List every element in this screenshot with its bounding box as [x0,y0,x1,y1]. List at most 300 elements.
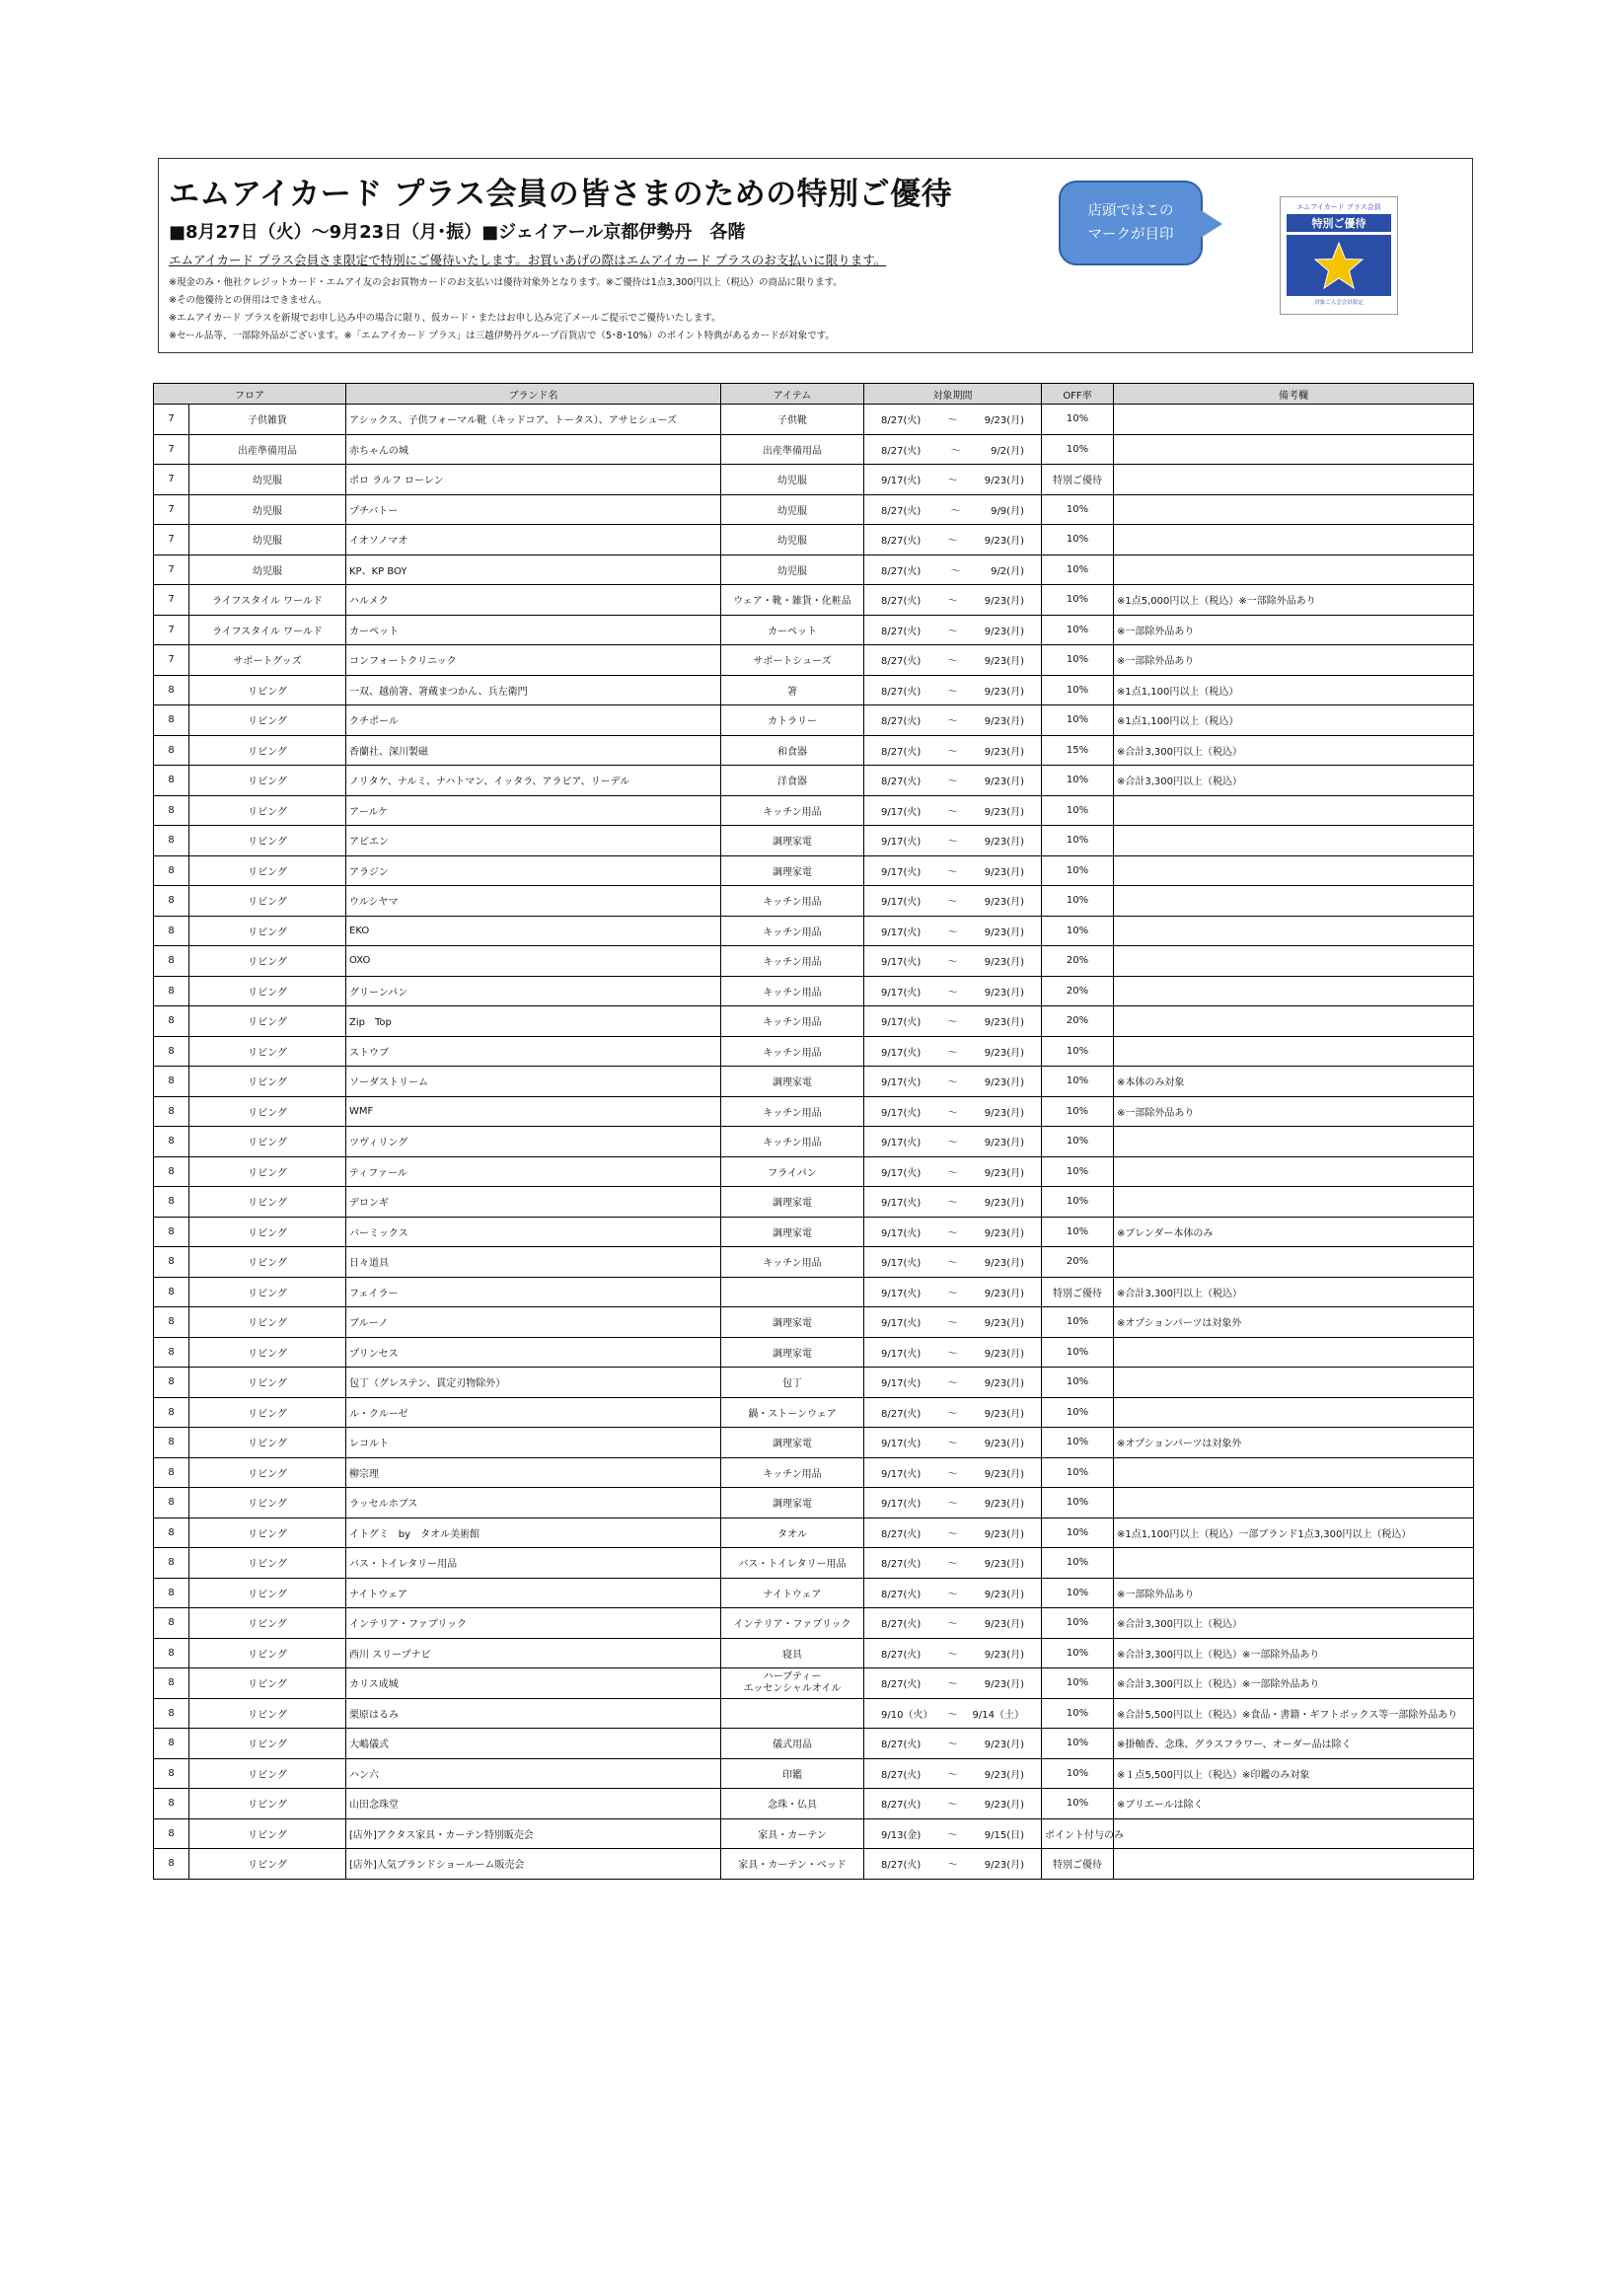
floor-category: リビング [189,976,346,1006]
item-category: 印鑑 [721,1758,864,1789]
floor-number: 8 [154,976,189,1006]
brand-name: アシックス、子供フォーマル靴（キッドコア、トータス）、アサヒシューズ [346,405,721,435]
period-cell [864,1518,1042,1548]
table-row [154,1397,1474,1428]
period-start: 9/17(火) [881,897,922,909]
floor-category: リビング [189,735,346,766]
note-text [1114,886,1474,917]
note-text [1114,1548,1474,1579]
floor-category: 出産準備用品 [189,434,346,465]
period-cell [864,1156,1042,1187]
note-text [1114,555,1474,585]
period-cell [864,405,1042,435]
floor-category: リビング [189,1578,346,1608]
table-row [154,1036,1474,1067]
off-rate: 10% [1042,1368,1114,1398]
floor-category: リビング [189,1096,346,1127]
period-end: 9/23(月) [984,1198,1024,1210]
note-text: ※一部除外品あり [1114,1096,1474,1127]
floor-category: リビング [189,1608,346,1639]
brand-name: インテリア・ファブリック [346,1608,721,1639]
floor-number: 7 [154,494,189,525]
floor-number: 8 [154,1818,189,1849]
table-row [154,465,1474,495]
brand-name: OXO [346,946,721,977]
period-cell [864,465,1042,495]
off-rate: 20% [1042,1006,1114,1037]
period-end: 9/23(月) [984,1167,1024,1179]
floor-number: 7 [154,434,189,465]
floor-category: リビング [189,1127,346,1157]
brand-name: コンフォートクリニック [346,645,721,676]
period-cell [864,1488,1042,1518]
period-start: 8/27(火) [881,1769,922,1781]
floor-number: 8 [154,1638,189,1668]
off-rate: 10% [1042,1578,1114,1608]
brand-name: [店外]アクタス家具・カーテン特別販売会 [346,1818,721,1849]
note-text [1114,1247,1474,1278]
floor-number: 7 [154,525,189,555]
item-category: 出産準備用品 [721,434,864,465]
period-end: 9/23(月) [984,987,1024,999]
note-text: ※一部除外品あり [1114,615,1474,645]
floor-category: リビング [189,1818,346,1849]
off-rate: 10% [1042,1758,1114,1789]
note-text [1114,1006,1474,1037]
period-tilde: ～ [947,1619,958,1631]
brand-name: ハン六 [346,1758,721,1789]
period-tilde: ～ [947,987,958,999]
floor-category: リビング [189,1307,346,1338]
period-start: 9/17(火) [881,1138,922,1149]
period-end: 9/23(月) [984,1047,1024,1059]
period-end: 9/14（土） [972,1709,1024,1721]
table-row [154,1217,1474,1247]
period-tilde: ～ [947,1017,958,1029]
note-text [1114,1368,1474,1398]
floor-number: 8 [154,795,189,826]
floor-number: 8 [154,1067,189,1097]
period-cell [864,1668,1042,1699]
period-end: 9/23(月) [984,1077,1024,1089]
special-offer-mark [1280,196,1398,315]
header-item: アイテム [721,384,864,405]
brand-name: 栗原はるみ [346,1698,721,1729]
period-start: 9/17(火) [881,1198,922,1210]
floor-category: リビング [189,1789,346,1819]
floor-category: リビング [189,1337,346,1368]
off-rate: 10% [1042,1067,1114,1097]
period-start: 9/17(火) [881,926,922,938]
period-cell [864,1548,1042,1579]
floor-category: ライフスタイル ワールド [189,615,346,645]
table-row [154,1758,1474,1789]
table-row [154,886,1474,917]
period-tilde: ～ [947,1559,958,1571]
period-end: 9/23(月) [984,1679,1024,1691]
floor-number: 8 [154,1578,189,1608]
period-end: 9/23(月) [984,1348,1024,1360]
brand-name: 日々道具 [346,1247,721,1278]
brand-name: ナイトウェア [346,1578,721,1608]
off-rate: 10% [1042,1096,1114,1127]
period-cell [864,735,1042,766]
period-end: 9/23(月) [984,926,1024,938]
off-rate: 10% [1042,555,1114,585]
note-text [1114,465,1474,495]
period-cell [864,1397,1042,1428]
period-end: 9/23(月) [984,1439,1024,1450]
period-tilde: ～ [947,1288,958,1299]
off-rate: 10% [1042,1518,1114,1548]
off-rate: 10% [1042,615,1114,645]
floor-category: 幼児服 [189,465,346,495]
floor-number: 8 [154,1156,189,1187]
off-rate: 特別ご優待 [1042,1849,1114,1880]
floor-category: リビング [189,1698,346,1729]
period-tilde: ～ [950,565,961,577]
period-cell [864,916,1042,946]
brand-name: 包丁（グレステン、貫定刃物除外） [346,1368,721,1398]
floor-category: リビング [189,1849,346,1880]
floor-category: リビング [189,855,346,886]
period-tilde: ～ [947,957,958,969]
period-start: 8/27(火) [881,626,922,637]
period-end: 9/23(月) [984,716,1024,728]
item-category: 幼児服 [721,494,864,525]
period-tilde: ～ [950,505,961,517]
floor-category: リビング [189,1729,346,1759]
floor-number: 7 [154,585,189,616]
page-title: エムアイカード プラス会員の皆さまのための特別ご優待 [169,177,953,212]
floor-category: リビング [189,1397,346,1428]
table-row [154,525,1474,555]
table-row [154,1668,1474,1699]
off-rate: 20% [1042,946,1114,977]
period-start: 9/17(火) [881,1017,922,1029]
note-text [1114,1488,1474,1518]
period-start: 8/27(火) [881,596,922,608]
item-category: 調理家電 [721,1428,864,1458]
period-end: 9/15(日) [984,1829,1024,1841]
period-end: 9/23(月) [984,1589,1024,1600]
badge-top-text: エムアイカード プラス会員 [1296,203,1381,211]
brand-name: バス・トイレタリー用品 [346,1548,721,1579]
period-cell [864,886,1042,917]
period-tilde: ～ [947,476,958,487]
period-cell [864,434,1042,465]
floor-number: 7 [154,465,189,495]
period-end: 9/23(月) [984,1528,1024,1540]
period-end: 9/23(月) [984,1800,1024,1812]
period-tilde: ～ [947,1408,958,1420]
brand-name: プリンセス [346,1337,721,1368]
period-tilde: ～ [947,1318,958,1330]
item-category: キッチン用品 [721,1247,864,1278]
floor-category: ライフスタイル ワールド [189,585,346,616]
item-category: キッチン用品 [721,976,864,1006]
brand-name: ストウブ [346,1036,721,1067]
period-end: 9/23(月) [984,1740,1024,1751]
off-rate: 10% [1042,1608,1114,1639]
off-rate: 10% [1042,585,1114,616]
brand-name: 一双、越前箸、箸蔵まつかん、兵左衛門 [346,675,721,705]
header-box [158,158,1473,353]
item-category: 寝具 [721,1638,864,1668]
period-tilde: ～ [947,1227,958,1239]
floor-category: リビング [189,705,346,736]
period-end: 9/23(月) [984,1378,1024,1390]
period-tilde: ～ [947,897,958,909]
floor-category: リビング [189,1457,346,1488]
off-rate: 10% [1042,405,1114,435]
period-start: 9/17(火) [881,1227,922,1239]
brand-name: EKO [346,916,721,946]
period-start: 8/27(火) [881,656,922,668]
floor-category: リビング [189,1277,346,1307]
period-cell [864,1127,1042,1157]
floor-number: 8 [154,1457,189,1488]
floor-category: リビング [189,1368,346,1398]
item-category [721,1277,864,1307]
note-item: ※その他優待との併用はできません。 [169,295,328,306]
off-rate: 10% [1042,1789,1114,1819]
brand-name: バーミックス [346,1217,721,1247]
floor-number: 8 [154,1096,189,1127]
item-category: バス・トイレタリー用品 [721,1548,864,1579]
period-end: 9/23(月) [984,536,1024,548]
table-row [154,1608,1474,1639]
floor-number: 8 [154,916,189,946]
item-category: カトラリー [721,705,864,736]
floor-category: リビング [189,1006,346,1037]
floor-number: 8 [154,1789,189,1819]
period-start: 8/27(火) [881,1740,922,1751]
table-row [154,1067,1474,1097]
period-tilde: ～ [947,1167,958,1179]
period-cell [864,1307,1042,1338]
period-start: 8/27(火) [881,415,922,427]
floor-number: 8 [154,1849,189,1880]
period-start: 9/17(火) [881,1167,922,1179]
off-rate: 10% [1042,1457,1114,1488]
item-category [721,1698,864,1729]
table-row [154,1818,1474,1849]
note-item: ※現金のみ・他社クレジットカード・エムアイ友の会お買物カードのお支払いは優待対象外となります。※ご優待は1点3,300円以上（税込）の商品に限ります。 [169,277,843,288]
floor-number: 8 [154,1307,189,1338]
period-end: 9/23(月) [984,476,1024,487]
period-cell [864,1036,1042,1067]
period-tilde: ～ [947,1528,958,1540]
table-row [154,1337,1474,1368]
period-start: 8/27(火) [881,1559,922,1571]
period-start: 9/17(火) [881,866,922,878]
note-text [1114,1457,1474,1488]
period-start: 8/27(火) [881,746,922,758]
item-category: キッチン用品 [721,1096,864,1127]
period-tilde: ～ [947,1679,958,1691]
note-text [1114,1187,1474,1218]
off-rate: 10% [1042,494,1114,525]
item-category: タオル [721,1518,864,1548]
item-category: キッチン用品 [721,916,864,946]
floor-number: 7 [154,645,189,676]
notes-list [169,274,843,345]
period-end: 9/23(月) [984,1318,1024,1330]
item-category: 幼児服 [721,525,864,555]
period-cell [864,1247,1042,1278]
period-end: 9/23(月) [984,656,1024,668]
brand-name: カリス成城 [346,1668,721,1699]
period-start: 9/17(火) [881,806,922,818]
note-text [1114,1036,1474,1067]
badge-bottom-text: 対象ご入会会員限定 [1314,300,1364,306]
off-rate: 10% [1042,1307,1114,1338]
floor-number: 8 [154,946,189,977]
off-rate: 10% [1042,1488,1114,1518]
brand-name: グリーンパン [346,976,721,1006]
period-tilde: ～ [950,445,961,457]
off-rate: 10% [1042,525,1114,555]
item-category: 調理家電 [721,1217,864,1247]
period-tilde: ～ [947,1077,958,1089]
floor-category: 子供雑貨 [189,405,346,435]
table-row [154,1698,1474,1729]
period-start: 9/13(金) [881,1829,922,1841]
item-category: キッチン用品 [721,1457,864,1488]
off-rate: 10% [1042,1428,1114,1458]
period-start: 8/27(火) [881,1589,922,1600]
table-row [154,1849,1474,1880]
brand-name: KP、KP BOY [346,555,721,585]
table-row [154,1548,1474,1579]
period-tilde: ～ [947,1499,958,1511]
item-category: 調理家電 [721,1187,864,1218]
floor-category: リビング [189,1488,346,1518]
floor-category: 幼児服 [189,494,346,525]
table-row [154,675,1474,705]
off-rate: 10% [1042,1698,1114,1729]
item-category: 調理家電 [721,1067,864,1097]
period-cell [864,1277,1042,1307]
table-row [154,645,1474,676]
table-row [154,1006,1474,1037]
period-cell [864,494,1042,525]
floor-category: リビング [189,1156,346,1187]
floor-category: リビング [189,1548,346,1579]
off-rate: 10% [1042,1156,1114,1187]
period-start: 9/17(火) [881,837,922,849]
period-tilde: ～ [947,837,958,849]
star-icon [1313,241,1365,290]
brand-name: カーペット [346,615,721,645]
period-tilde: ～ [947,1829,958,1841]
period-cell [864,1368,1042,1398]
period-tilde: ～ [947,866,958,878]
note-text: ※合計3,300円以上（税込） [1114,1277,1474,1307]
brand-name: ウルシヤマ [346,886,721,917]
table-row [154,1368,1474,1398]
item-category: 子供靴 [721,405,864,435]
floor-number: 8 [154,1488,189,1518]
period-tilde: ～ [947,1138,958,1149]
table-row [154,1187,1474,1218]
period-tilde: ～ [947,1468,958,1480]
brand-name: 柳宗理 [346,1457,721,1488]
table-row [154,1277,1474,1307]
floor-number: 8 [154,1518,189,1548]
period-cell [864,1849,1042,1880]
floor-number: 8 [154,1036,189,1067]
note-text [1114,976,1474,1006]
note-text: ※1点5,000円以上（税込）※一部除外品あり [1114,585,1474,616]
item-category: ウェア・靴・雑貨・化粧品 [721,585,864,616]
floor-number: 8 [154,705,189,736]
note-text: ※１点5,500円以上（税込）※印鑑のみ対象 [1114,1758,1474,1789]
floor-number: 7 [154,555,189,585]
table-row [154,1247,1474,1278]
period-end: 9/23(月) [984,1258,1024,1270]
offer-table [153,383,1474,1880]
period-cell [864,1428,1042,1458]
period-start: 8/27(火) [881,1860,922,1872]
item-category: 家具・カーテン [721,1818,864,1849]
floor-number: 8 [154,1548,189,1579]
floor-category: リビング [189,1217,346,1247]
period-end: 9/23(月) [984,897,1024,909]
off-rate: 10% [1042,795,1114,826]
floor-number: 8 [154,1247,189,1278]
period-end: 9/23(月) [984,1499,1024,1511]
period-cell [864,1638,1042,1668]
period-cell [864,1758,1042,1789]
item-category: 洋食器 [721,766,864,796]
period-tilde: ～ [947,536,958,548]
item-category: キッチン用品 [721,1127,864,1157]
period-start: 8/27(火) [881,716,922,728]
period-start: 8/27(火) [881,565,922,577]
floor-number: 8 [154,826,189,856]
off-rate: 20% [1042,1247,1114,1278]
period-tilde: ～ [947,926,958,938]
period-cell [864,645,1042,676]
item-category: 念珠・仏具 [721,1789,864,1819]
period-tilde: ～ [947,415,958,427]
brand-name: ソーダストリーム [346,1067,721,1097]
note-text: ※本体のみ対象 [1114,1067,1474,1097]
period-end: 9/23(月) [984,1138,1024,1149]
note-text [1114,1156,1474,1187]
period-end: 9/23(月) [984,777,1024,788]
period-cell [864,555,1042,585]
period-start: 9/17(火) [881,1348,922,1360]
off-rate: 10% [1042,1638,1114,1668]
floor-number: 8 [154,886,189,917]
note-text: ※1点1,100円以上（税込） [1114,705,1474,736]
period-end: 9/23(月) [984,1860,1024,1872]
floor-number: 8 [154,1006,189,1037]
table-row [154,1457,1474,1488]
period-start: 9/17(火) [881,1468,922,1480]
floor-number: 8 [154,766,189,796]
note-text [1114,405,1474,435]
floor-category: サポートグッズ [189,645,346,676]
period-cell [864,585,1042,616]
period-tilde: ～ [947,777,958,788]
period-end: 9/23(月) [984,957,1024,969]
period-start: 9/17(火) [881,1288,922,1299]
period-start: 9/17(火) [881,1258,922,1270]
